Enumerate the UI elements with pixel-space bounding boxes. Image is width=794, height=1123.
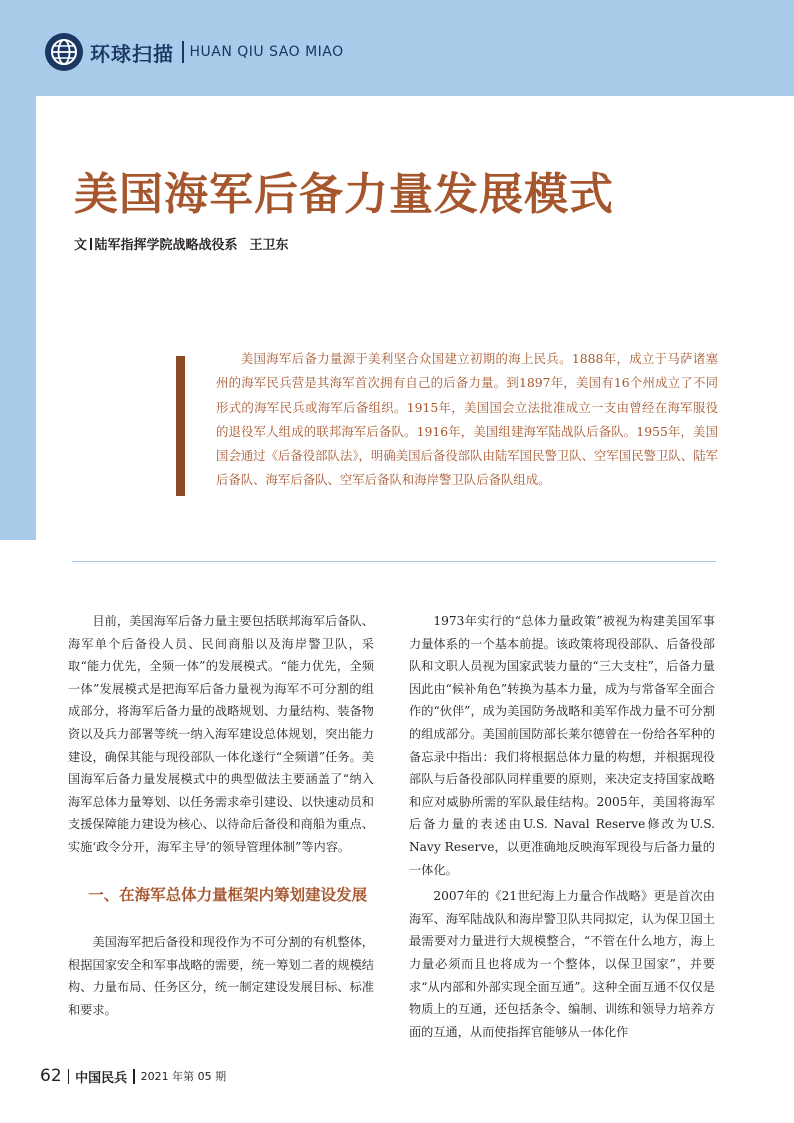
- section-title-pinyin: HUAN QIU SAO MIAO: [189, 44, 344, 60]
- magazine-name: 中国民兵: [75, 1070, 128, 1086]
- body-paragraph: 2007年的《21世纪海上力量合作战略》更是首次由海军、海军陆战队和海岸警卫队共同拟定，认为保卫国土最需要对力量进行大规模整合，“不管在什么地方，海上力量必须而且也将成为一个整体，以保卫国家”，并要求“从内部和外部实现全面互通”。这种全面互通不仅仅是物质上的互通，还包括条令、编制、训练和领导力培养方面的互通，从而使指挥官能够从一体化作: [409, 889, 715, 1039]
- author-name: 王卫东: [249, 238, 289, 253]
- article-title: 美国海军后备力量发展模式: [74, 169, 614, 220]
- page-number: 62: [40, 1066, 62, 1086]
- abstract-accent-bar: [176, 356, 185, 496]
- body-paragraph: 目前，美国海军后备力量主要包括联邦海军后备队、海军单个后备役人员、民间商船以及海岸警卫队，采取“能力优先，全频一体”的发展模式。“能力优先，全频一体”发展模式是把海军后备力量视为海军不可分割的组成部分，将海军后备力量的战略规划、力量结构、装备物资以及兵力部署等统一纳入海军建设总体规划，突出能力建设，确保其能与现役部队一体化遂行“全频谱”任务。美国海军后备力量发展模式中的典型做法主要涵盖了“纳入海军总体力量筹划、以任务需求牵引建设、以快速动员和支援保障能力建设为核心、以待命后备役和商船为重点、实施‘政令分开，海军主导’的领导管理体制”等内容。: [68, 614, 374, 854]
- divider-line: [72, 561, 716, 562]
- side-band: [0, 96, 36, 540]
- body-paragraph: 美国海军把后备役和现役作为不可分割的有机整体，根据国家安全和军事战略的需要，统一筹划二者的规模结构、力量布局、任务区分，统一制定建设发展目标、标准和要求。: [68, 935, 374, 1017]
- page-footer: [40, 1066, 226, 1086]
- body-column-left: [68, 610, 374, 1026]
- footer-separator: [68, 1069, 70, 1084]
- body-column-right: [409, 610, 715, 1047]
- author-affiliation: 陆军指挥学院战略战役系: [94, 238, 238, 253]
- body-paragraph: 1973年实行的“总体力量政策”被视为构建美国军事力量体系的一个基本前提。该政策将现役部队、后备役部队和文职人员视为国家武装力量的“三大支柱”，后备力量因此由“候补角色”转换为基本力量，成为与常备军全面合作的“伙伴”，成为美国防务战略和美军作战力量不可分割的组成部分。美国前国防部长莱尔德曾在一份给各军种的备忘录中指出：我们将根据总体力量的构想，并根据现役部队与后备役部队同样重要的原则，来决定支持国家战略和应对威胁所需的军队最佳结构。2005年，美国将海军后备力量的表述由U.S. Naval Reserve修改为U.S. Navy Reserve，以更准确地反映海军现役与后备力量的一体化。: [409, 614, 715, 877]
- section-heading: 一、在海军总体力量框架内筹划建设发展: [88, 885, 368, 904]
- byline-prefix: 文: [74, 238, 88, 253]
- globe-icon: [44, 32, 84, 72]
- issue-info: 2021 年第 05 期: [140, 1070, 227, 1083]
- section-title: 环球扫描: [90, 41, 174, 66]
- footer-separator: [133, 1069, 135, 1084]
- byline: [74, 234, 289, 253]
- section-header: [44, 32, 344, 72]
- abstract: 美国海军后备力量源于美利坚合众国建立初期的海上民兵。1888年，成立于马萨诸塞州的海军民兵营是其海军首次拥有自己的后备力量。到1897年，美国有16个州成立了不同形式的海军民兵或海军后备组织。1915年，美国国会立法批准成立一支由曾经在海军服役的退役军人组成的联邦海军后备队。1916年，美国组建海军陆战队后备队。1955年，美国国会通过《后备役部队法》，明确美国后备役部队由陆军国民警卫队、空军国民警卫队、陆军后备队、海军后备队、空军后备队和海岸警卫队后备队组成。: [216, 351, 718, 488]
- header-separator: [182, 41, 184, 63]
- byline-separator: [90, 238, 92, 250]
